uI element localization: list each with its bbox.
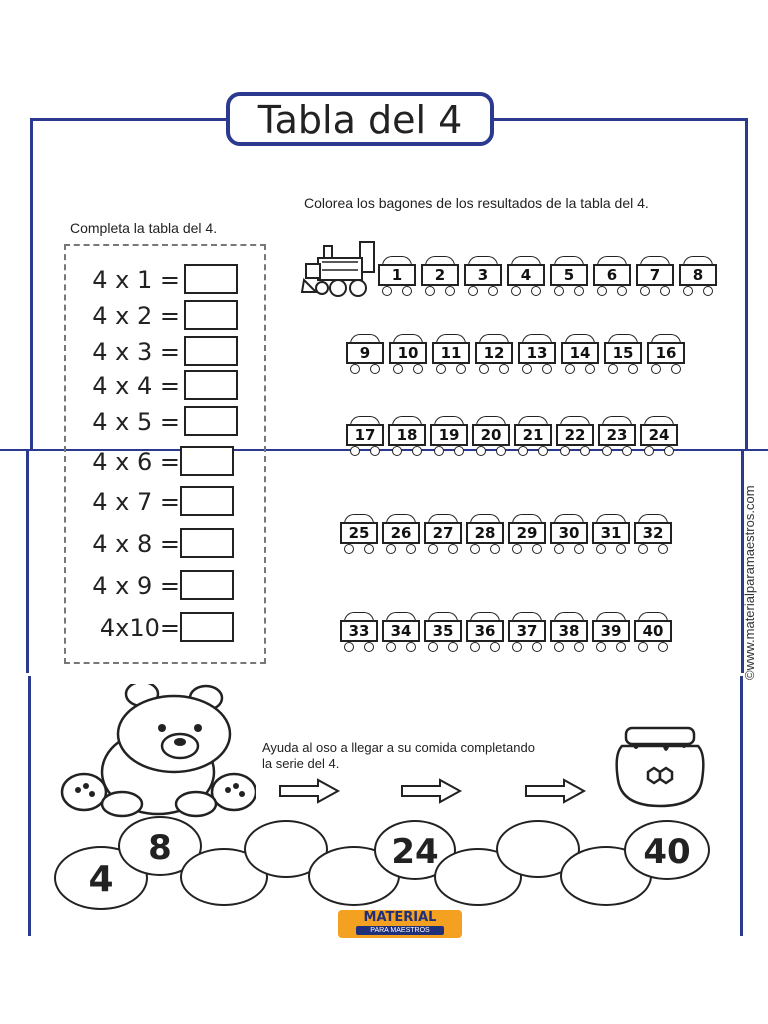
train-wagon[interactable] xyxy=(378,256,416,298)
train-wagon[interactable] xyxy=(340,612,378,654)
wheel-icon xyxy=(413,364,423,374)
wheel-icon xyxy=(412,446,422,456)
train-wagon[interactable] xyxy=(679,256,717,298)
wheel-icon xyxy=(370,364,380,374)
wheel-icon xyxy=(585,364,595,374)
multiplication-label: 4x10= xyxy=(99,614,180,642)
wheel-icon xyxy=(425,286,435,296)
train-wagon[interactable] xyxy=(550,514,588,556)
train-wagon[interactable] xyxy=(466,612,504,654)
train-wagon[interactable] xyxy=(640,416,678,458)
wagon-number: 16 xyxy=(647,342,685,364)
wheel-icon xyxy=(499,364,509,374)
answer-box[interactable] xyxy=(180,528,234,558)
honey-jar-icon xyxy=(612,724,708,810)
wagon-number: 29 xyxy=(508,522,546,544)
wagon-number: 11 xyxy=(432,342,470,364)
answer-box[interactable] xyxy=(180,570,234,600)
wheel-icon xyxy=(640,286,650,296)
wheel-icon xyxy=(574,286,584,296)
train-wagon[interactable] xyxy=(556,416,594,458)
wheel-icon xyxy=(512,544,522,554)
wheel-icon xyxy=(602,446,612,456)
wheel-icon xyxy=(470,642,480,652)
wheel-icon xyxy=(522,364,532,374)
wheel-icon xyxy=(488,286,498,296)
train-wagon[interactable] xyxy=(604,334,642,376)
wagon-number: 28 xyxy=(466,522,504,544)
wagon-number: 15 xyxy=(604,342,642,364)
multiplication-row xyxy=(66,570,268,602)
multiplication-label: 4 x 9 = xyxy=(92,572,180,600)
multiplication-row xyxy=(66,612,268,644)
wheel-icon xyxy=(580,446,590,456)
wheel-icon xyxy=(703,286,713,296)
frame-right-bottom xyxy=(740,676,743,936)
wheel-icon xyxy=(644,446,654,456)
website-text: ©www.materialparamaestros.com xyxy=(742,485,757,680)
wagon-number: 30 xyxy=(550,522,588,544)
wheel-icon xyxy=(468,286,478,296)
wheel-icon xyxy=(364,642,374,652)
multiplication-row xyxy=(66,300,268,332)
wagon-number: 27 xyxy=(424,522,462,544)
wheel-icon xyxy=(511,286,521,296)
wheel-icon xyxy=(658,544,668,554)
wheel-icon xyxy=(560,446,570,456)
wagon-number: 8 xyxy=(679,264,717,286)
wheel-icon xyxy=(392,446,402,456)
arrow-right-icon xyxy=(524,778,588,804)
series-circle[interactable]: 4 xyxy=(54,846,148,910)
multiplication-row xyxy=(66,264,268,296)
wheel-icon xyxy=(344,642,354,652)
wagon-number: 21 xyxy=(514,424,552,446)
wheel-icon xyxy=(386,544,396,554)
wheel-icon xyxy=(428,642,438,652)
wheel-icon xyxy=(402,286,412,296)
wheel-icon xyxy=(350,446,360,456)
wheel-icon xyxy=(364,544,374,554)
arrow-right-icon xyxy=(278,778,342,804)
train-wagon[interactable] xyxy=(421,256,459,298)
wheel-icon xyxy=(406,642,416,652)
color-instruction: Colorea los bagones de los resultados de la tabla del 4. xyxy=(304,195,649,211)
wheel-icon xyxy=(350,364,360,374)
bear-instruction-line1: Ayuda al oso a llegar a su comida completando xyxy=(262,740,535,755)
train-wagon[interactable] xyxy=(561,334,599,376)
wagon-number: 5 xyxy=(550,264,588,286)
train-wagon[interactable] xyxy=(634,612,672,654)
multiplication-row xyxy=(66,486,268,518)
wheel-icon xyxy=(344,544,354,554)
wheel-icon xyxy=(628,364,638,374)
wheel-icon xyxy=(428,544,438,554)
wheel-icon xyxy=(532,642,542,652)
wagon-number: 3 xyxy=(464,264,502,286)
train-wagon[interactable] xyxy=(518,334,556,376)
wheel-icon xyxy=(554,642,564,652)
wheel-icon xyxy=(470,544,480,554)
answer-box[interactable] xyxy=(184,370,238,400)
wheel-icon xyxy=(518,446,528,456)
wheel-icon xyxy=(554,544,564,554)
train-wagon[interactable] xyxy=(430,416,468,458)
page-title: Tabla del 4 xyxy=(257,98,463,142)
wheel-icon xyxy=(683,286,693,296)
multiplication-label: 4 x 8 = xyxy=(92,530,180,558)
multiplication-row xyxy=(66,336,268,368)
wagon-number: 40 xyxy=(634,620,672,642)
series-circle[interactable]: 40 xyxy=(624,820,710,880)
frame-top-left xyxy=(30,118,228,121)
wheel-icon xyxy=(574,642,584,652)
train-wagon[interactable] xyxy=(550,612,588,654)
bear-icon xyxy=(56,684,256,820)
multiply-instruction: Completa la tabla del 4. xyxy=(70,220,218,236)
train-wagon[interactable] xyxy=(346,416,384,458)
wagon-number: 7 xyxy=(636,264,674,286)
wheel-icon xyxy=(616,642,626,652)
multiplication-table xyxy=(64,244,266,664)
wheel-icon xyxy=(454,446,464,456)
frame-left-bottom xyxy=(28,676,31,936)
multiplication-label: 4 x 2 = xyxy=(92,302,180,330)
wagon-number: 9 xyxy=(346,342,384,364)
multiplication-row xyxy=(66,528,268,560)
wagon-number: 32 xyxy=(634,522,672,544)
train-wagon[interactable] xyxy=(508,612,546,654)
wheel-icon xyxy=(574,544,584,554)
train-wagon[interactable] xyxy=(592,514,630,556)
wheel-icon xyxy=(532,544,542,554)
wagon-number: 1 xyxy=(378,264,416,286)
wheel-icon xyxy=(671,364,681,374)
wagon-number: 33 xyxy=(340,620,378,642)
wheel-icon xyxy=(542,364,552,374)
answer-box[interactable] xyxy=(180,486,234,516)
series-circle[interactable]: 24 xyxy=(374,820,456,880)
wheel-icon xyxy=(479,364,489,374)
train-wagon[interactable] xyxy=(424,612,462,654)
wheel-icon xyxy=(638,642,648,652)
wheel-icon xyxy=(651,364,661,374)
multiplication-label: 4 x 5 = xyxy=(92,408,180,436)
frame-left xyxy=(30,118,33,450)
arrow-right-icon xyxy=(400,778,464,804)
answer-box[interactable] xyxy=(184,264,238,294)
train-wagon[interactable] xyxy=(389,334,427,376)
train-wagon[interactable] xyxy=(636,256,674,298)
wagon-number: 12 xyxy=(475,342,513,364)
wagon-number: 4 xyxy=(507,264,545,286)
wagon-number: 18 xyxy=(388,424,426,446)
wagon-number: 22 xyxy=(556,424,594,446)
answer-box[interactable] xyxy=(184,406,238,436)
wagon-number: 31 xyxy=(592,522,630,544)
bear-instruction-line2: la serie del 4. xyxy=(262,756,340,771)
wagon-number: 38 xyxy=(550,620,588,642)
answer-box[interactable] xyxy=(184,336,238,366)
wheel-icon xyxy=(622,446,632,456)
multiplication-label: 4 x 6 = xyxy=(92,448,180,476)
train-wagon[interactable] xyxy=(340,514,378,556)
wheel-icon xyxy=(445,286,455,296)
wheel-icon xyxy=(406,544,416,554)
wagon-number: 19 xyxy=(430,424,468,446)
wheel-icon xyxy=(393,364,403,374)
wagon-number: 35 xyxy=(424,620,462,642)
wheel-icon xyxy=(476,446,486,456)
answer-box[interactable] xyxy=(180,446,234,476)
train-wagon[interactable] xyxy=(475,334,513,376)
train-wagon[interactable] xyxy=(432,334,470,376)
train-wagon[interactable] xyxy=(466,514,504,556)
wagon-number: 14 xyxy=(561,342,599,364)
wheel-icon xyxy=(436,364,446,374)
train-wagon[interactable] xyxy=(464,256,502,298)
wagon-number: 17 xyxy=(346,424,384,446)
wheel-icon xyxy=(596,642,606,652)
train-wagon[interactable] xyxy=(388,416,426,458)
train-wagon[interactable] xyxy=(382,612,420,654)
wheel-icon xyxy=(638,544,648,554)
wheel-icon xyxy=(554,286,564,296)
multiplication-label: 4 x 7 = xyxy=(92,488,180,516)
wheel-icon xyxy=(658,642,668,652)
wheel-icon xyxy=(448,544,458,554)
multiplication-row xyxy=(66,406,268,438)
train-wagon[interactable] xyxy=(382,514,420,556)
wagon-number: 26 xyxy=(382,522,420,544)
train-wagon[interactable] xyxy=(514,416,552,458)
train-wagon[interactable] xyxy=(550,256,588,298)
wheel-icon xyxy=(496,446,506,456)
frame-top-right xyxy=(492,118,748,121)
multiplication-label: 4 x 1 = xyxy=(92,266,180,294)
wheel-icon xyxy=(565,364,575,374)
train-wagon[interactable] xyxy=(634,514,672,556)
train-wagon[interactable] xyxy=(593,256,631,298)
multiplication-row xyxy=(66,446,268,478)
train-wagon[interactable] xyxy=(346,334,384,376)
page-title-box xyxy=(226,92,494,146)
series-circle[interactable]: 8 xyxy=(118,816,202,876)
train-wagon[interactable] xyxy=(508,514,546,556)
train-wagon[interactable] xyxy=(507,256,545,298)
wagon-number: 20 xyxy=(472,424,510,446)
wagon-number: 37 xyxy=(508,620,546,642)
wheel-icon xyxy=(608,364,618,374)
wheel-icon xyxy=(616,544,626,554)
frame-right xyxy=(745,118,748,450)
wagon-number: 39 xyxy=(592,620,630,642)
wagon-number: 13 xyxy=(518,342,556,364)
train-wagon[interactable] xyxy=(472,416,510,458)
multiplication-label: 4 x 3 = xyxy=(92,338,180,366)
wagon-number: 10 xyxy=(389,342,427,364)
multiplication-row xyxy=(66,370,268,402)
wheel-icon xyxy=(370,446,380,456)
frame-left-lower xyxy=(26,451,29,673)
train-wagon[interactable] xyxy=(424,514,462,556)
wheel-icon xyxy=(386,642,396,652)
wheel-icon xyxy=(512,642,522,652)
wagon-number: 2 xyxy=(421,264,459,286)
wheel-icon xyxy=(538,446,548,456)
wheel-icon xyxy=(531,286,541,296)
brand-logo: MATERIAL PARA MAESTROS xyxy=(338,910,462,938)
wheel-icon xyxy=(660,286,670,296)
multiplication-label: 4 x 4 = xyxy=(92,372,180,400)
wagon-number: 25 xyxy=(340,522,378,544)
wheel-icon xyxy=(448,642,458,652)
wheel-icon xyxy=(490,544,500,554)
wheel-icon xyxy=(664,446,674,456)
wagon-number: 24 xyxy=(640,424,678,446)
answer-box[interactable] xyxy=(184,300,238,330)
wagon-number: 34 xyxy=(382,620,420,642)
wagon-number: 23 xyxy=(598,424,636,446)
wheel-icon xyxy=(434,446,444,456)
train-wagon[interactable] xyxy=(598,416,636,458)
wheel-icon xyxy=(456,364,466,374)
wagon-number: 36 xyxy=(466,620,504,642)
wheel-icon xyxy=(382,286,392,296)
wheel-icon xyxy=(597,286,607,296)
train-wagon[interactable] xyxy=(647,334,685,376)
locomotive-icon xyxy=(300,238,378,300)
wagon-number: 6 xyxy=(593,264,631,286)
wheel-icon xyxy=(617,286,627,296)
wheel-icon xyxy=(490,642,500,652)
answer-box[interactable] xyxy=(180,612,234,642)
train-wagon[interactable] xyxy=(592,612,630,654)
wheel-icon xyxy=(596,544,606,554)
